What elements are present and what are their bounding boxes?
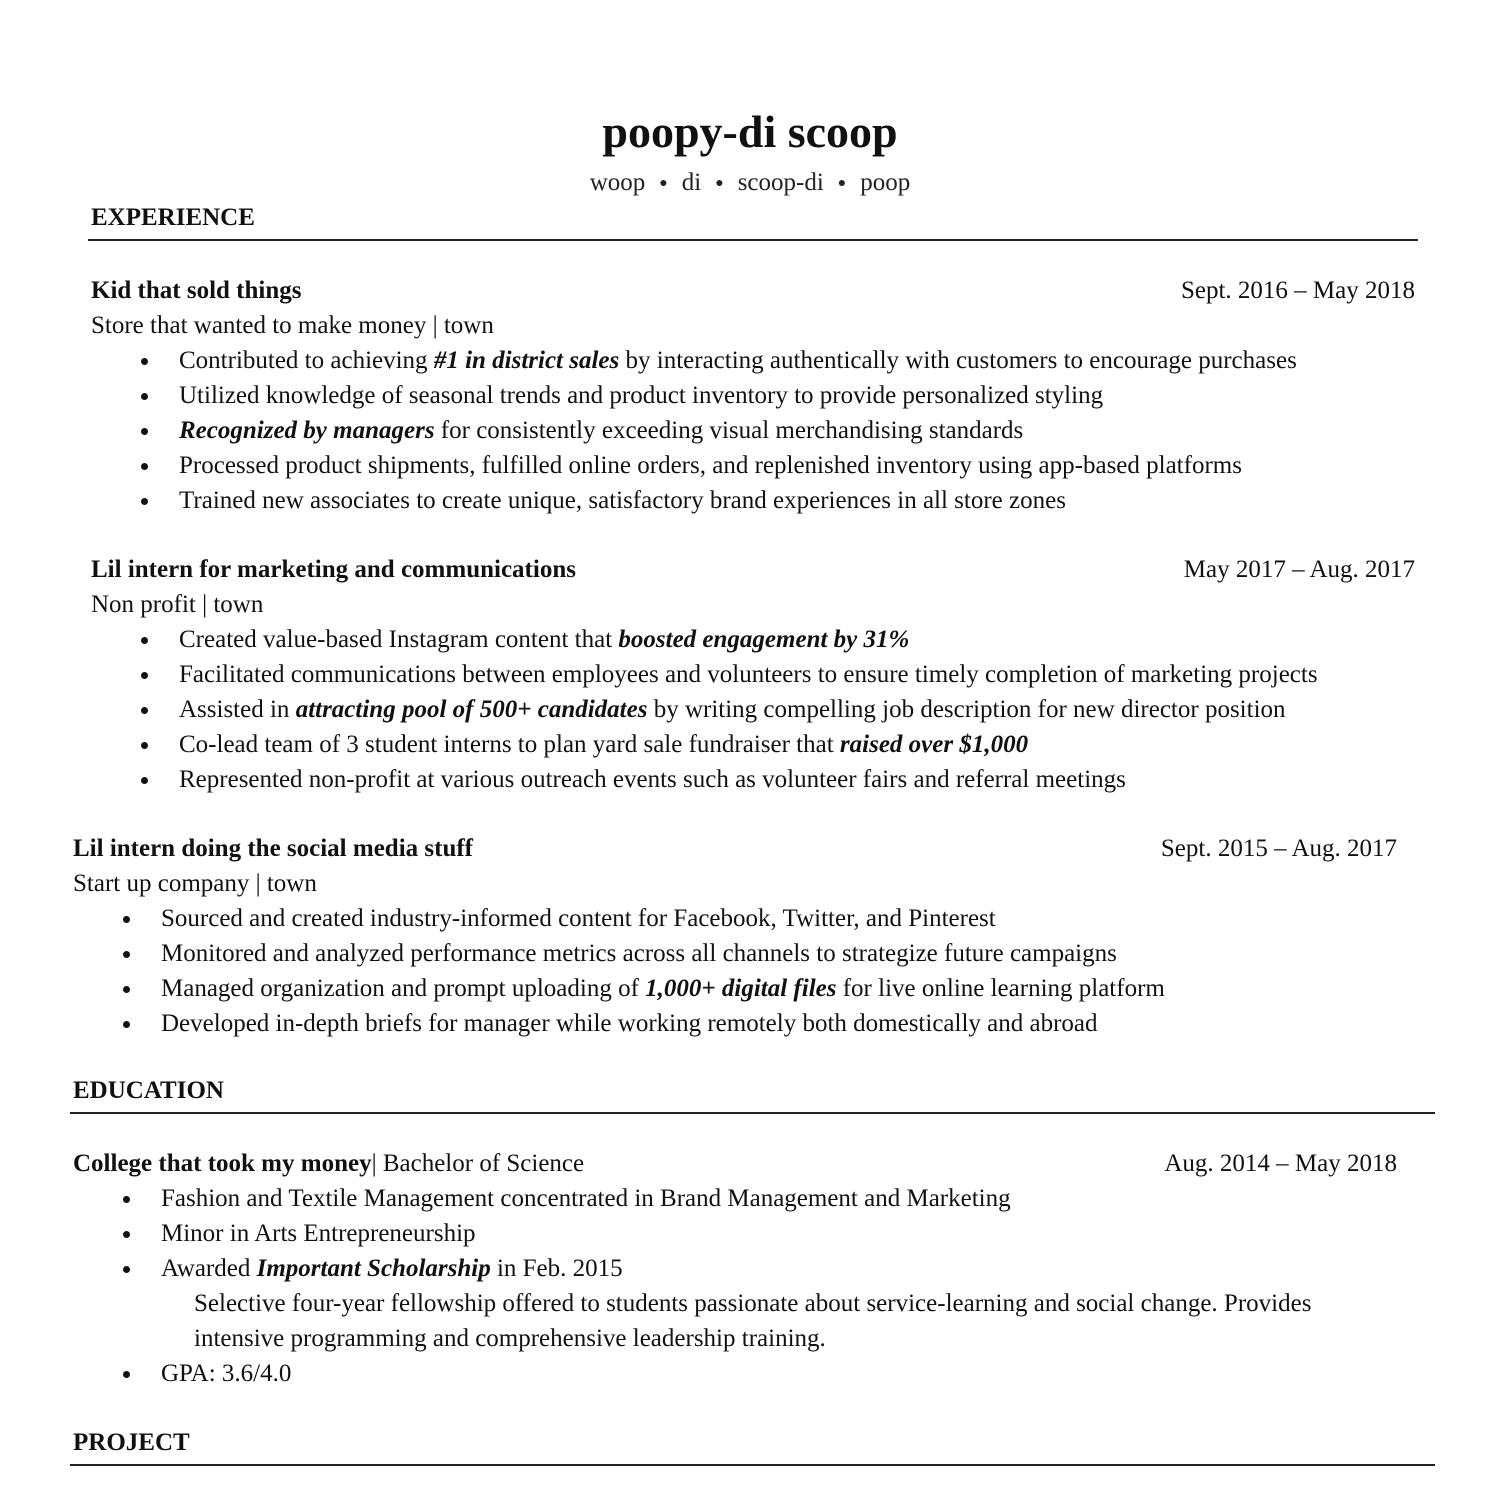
bullet-text: in Feb. 2015 [490,1255,623,1282]
bullet-emphasis: raised over $1,000 [839,731,1029,758]
education-bullets [161,1356,1397,1391]
bullet-text: Fashion and Textile Management concentrated in Brand Management and Marketing [161,1185,1011,1212]
bullet-text: Utilized knowledge of seasonal trends and product inventory to provide personalized styling [179,382,1104,409]
bullet-separator-icon: ● [659,176,668,192]
job-organization: Start up company | town [73,870,317,897]
education-dates: Aug. 2014 – May 2018 [1164,1150,1397,1177]
job-bullets [179,622,1415,797]
list-item [161,1216,1397,1251]
section-divider [88,239,1418,241]
bullet-icon [141,637,148,644]
contact-item: di [681,169,702,196]
bullet-icon [123,986,130,993]
section-divider [70,1112,1435,1114]
bullet-text: by writing compelling job description for new director position [647,696,1286,723]
project-heading: PROJECT [73,1429,190,1456]
bullet-text: Managed organization and prompt uploading of [161,975,646,1002]
list-item [161,1251,1397,1286]
list-item [179,343,1415,378]
job-header [91,273,1415,308]
bullet-text: Processed product shipments, fulfilled online orders, and replenished inventory using app-based platforms [179,452,1242,479]
job-dates: May 2017 – Aug. 2017 [1183,556,1415,583]
bullet-icon [141,777,148,784]
bullet-icon [123,916,130,923]
job-dates: Sept. 2015 – Aug. 2017 [1160,835,1397,862]
list-item [161,936,1397,971]
education-heading: EDUCATION [73,1077,224,1104]
scholarship-description-line: intensive programming and comprehensive leadership training. [194,1325,826,1352]
bullet-emphasis: Recognized by managers [179,417,435,444]
education-entry [73,1146,1397,1391]
bullet-text: Created value-based Instagram content that [179,626,619,653]
bullet-text: Minor in Arts Entrepreneurship [161,1220,476,1247]
list-item [179,448,1415,483]
job-bullets [179,343,1415,518]
bullet-icon [123,1231,130,1238]
list-item [161,1356,1397,1391]
gpa-text: GPA: 3.6/4.0 [161,1360,292,1387]
degree: | Bachelor of Science [371,1150,585,1177]
bullet-emphasis: attracting pool of 500+ candidates [295,696,648,723]
bullet-text: Awarded [161,1255,257,1282]
bullet-text: Monitored and analyzed performance metrics across all channels to strategize future campaigns [161,940,1117,967]
experience-heading: EXPERIENCE [91,204,255,231]
bullet-icon [141,742,148,749]
bullet-icon [123,1266,130,1273]
contact-item: scoop-di [737,169,824,196]
job-entry [73,831,1397,1041]
job-entry [91,552,1415,797]
school-name: College that took my money [73,1150,372,1177]
bullet-icon [141,393,148,400]
bullet-icon [141,672,148,679]
scholarship-description-line: Selective four-year fellowship offered to students passionate about service-learning and social change. Provides [194,1290,1312,1317]
bullet-icon [141,463,148,470]
bullet-icon [141,428,148,435]
bullet-icon [123,951,130,958]
job-dates: Sept. 2016 – May 2018 [1180,277,1415,304]
bullet-text: Facilitated communications between employees and volunteers to ensure timely completion of marketing projects [179,661,1318,688]
bullet-text: for live online learning platform [836,975,1165,1002]
scholarship-description [194,1286,1397,1356]
bullet-text: Assisted in [179,696,296,723]
bullet-text: Co-lead team of 3 student interns to plan yard sale fundraiser that [179,731,840,758]
bullet-emphasis: boosted engagement by 31% [618,626,910,653]
list-item [179,378,1415,413]
list-item [161,1181,1397,1216]
contact-item: woop [589,169,646,196]
bullet-text: by interacting authentically with customers to encourage purchases [619,347,1297,374]
list-item [179,727,1415,762]
list-item [179,692,1415,727]
list-item [179,657,1415,692]
list-item [161,901,1397,936]
bullet-icon [123,1196,130,1203]
job-header [91,552,1415,587]
list-item [179,413,1415,448]
bullet-emphasis: Important Scholarship [256,1255,491,1282]
job-organization: Non profit | town [91,591,264,618]
bullet-text: Contributed to achieving [179,347,434,374]
job-title: Lil intern doing the social media stuff [73,835,474,862]
bullet-text: for consistently exceeding visual merchandising standards [434,417,1024,444]
education-bullets [161,1181,1397,1286]
bullet-emphasis: 1,000+ digital files [645,975,837,1002]
bullet-text: Sourced and created industry-informed content for Facebook, Twitter, and Pinterest [161,905,996,932]
contact-item: poop [860,169,911,196]
contact-line [0,168,1500,199]
bullet-emphasis: #1 in district sales [433,347,620,374]
job-title: Lil intern for marketing and communications [91,556,576,583]
bullet-separator-icon: ● [715,176,724,192]
bullet-text: Represented non-profit at various outreach events such as volunteer fairs and referral meetings [179,766,1126,793]
job-organization: Store that wanted to make money | town [91,312,494,339]
education-header [73,1146,1397,1181]
bullet-icon [141,498,148,505]
job-header [73,831,1397,866]
bullet-separator-icon: ● [837,176,847,192]
job-bullets [161,901,1397,1041]
section-divider [70,1464,1435,1466]
list-item [161,1006,1397,1041]
bullet-text: Developed in-depth briefs for manager while working remotely both domestically and abroad [161,1010,1098,1037]
bullet-icon [123,1021,130,1028]
bullet-icon [141,707,148,714]
bullet-text: Trained new associates to create unique, satisfactory brand experiences in all store zones [179,487,1066,514]
list-item [179,622,1415,657]
list-item [161,971,1397,1006]
job-entry [91,273,1415,518]
bullet-icon [123,1371,130,1378]
candidate-name: poopy-di scoop [602,106,898,157]
bullet-icon [141,358,148,365]
job-title: Kid that sold things [91,277,302,304]
list-item [179,483,1415,518]
list-item [179,762,1415,797]
